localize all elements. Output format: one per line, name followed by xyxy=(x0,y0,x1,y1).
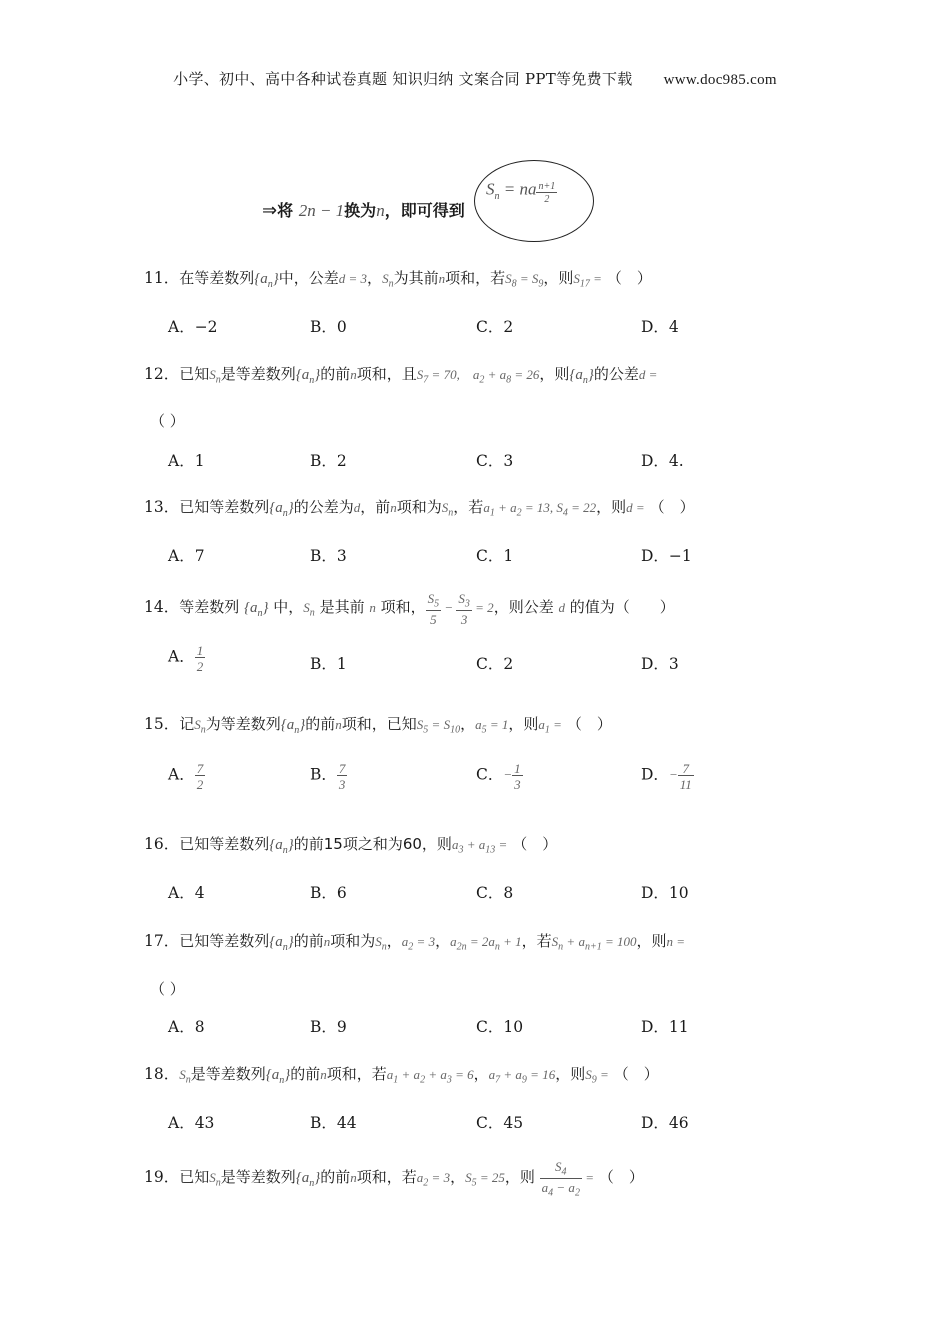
question-17: 17．已知等差数列$\{a_n\}$的前n项和为$S_n$，$a_2 = 3$，$a_{2n} = 2a_n + 1$，若$S_n + a_{n+1} = 100$，则n = xyxy=(144,932,686,953)
q17-paren: （ ） xyxy=(150,980,185,998)
q15-option-b[interactable]: B． $\frac{7}{3}$ xyxy=(310,761,346,792)
q14-option-b[interactable]: B．1 xyxy=(310,655,347,673)
q12-option-b[interactable]: B．2 xyxy=(310,452,347,470)
q11-option-d[interactable]: D．4 xyxy=(641,318,679,336)
q16-option-d[interactable]: D．10 xyxy=(641,884,689,902)
page-header xyxy=(0,68,950,89)
q17-option-c[interactable]: C．10 xyxy=(476,1018,524,1036)
q16-option-a[interactable]: A．4 xyxy=(168,884,205,902)
question-number: 12． xyxy=(144,365,180,383)
q12-option-c[interactable]: C．3 xyxy=(476,452,514,470)
q13-option-d[interactable]: D．−1 xyxy=(641,547,692,565)
q14-option-c[interactable]: C．2 xyxy=(476,655,514,673)
question-number: 19． xyxy=(144,1168,180,1187)
question-11: 11．在等差数列$\{a_n\}$中，公差d = 3，$S_n$为其前n项和，若$S_8 = S_9$，则$S_{17}$ = （ ） xyxy=(144,269,652,290)
q15-option-c[interactable]: C．− $\frac{1}{3}$ xyxy=(476,761,521,792)
q18-option-b[interactable]: B．44 xyxy=(310,1114,357,1132)
question-16: 16．已知等差数列$\{a_n\}$的前15项之和为60，则$a_3 + a_{13}$ = （ ） xyxy=(144,835,558,856)
lead-line xyxy=(262,198,465,221)
q18-option-c[interactable]: C．45 xyxy=(476,1114,524,1132)
q12-option-a[interactable]: A．1 xyxy=(168,452,205,470)
q18-option-a[interactable]: A．43 xyxy=(168,1114,215,1132)
question-number: 14． xyxy=(144,597,180,616)
q11-option-b[interactable]: B．0 xyxy=(310,318,347,336)
q11-option-a[interactable]: A．−2 xyxy=(168,318,218,336)
q18-option-d[interactable]: D．46 xyxy=(641,1114,689,1132)
q17-option-a[interactable]: A．8 xyxy=(168,1018,205,1036)
question-number: 13． xyxy=(144,498,180,516)
q13-option-c[interactable]: C．1 xyxy=(476,547,514,565)
lead-text-3: ，即可得到 xyxy=(384,201,465,220)
lead-text-1: 将 xyxy=(277,201,294,220)
question-19: 19．已知$S_n$是等差数列$\{a_n\}$的前n项和，若$a_2 = 3$，$S_5 = 25$，则 $\frac{S_4}{a_4 - a_2}$ = （ ） xyxy=(144,1159,644,1199)
question-13: 13．已知等差数列$\{a_n\}$的公差为d，前n项和为$S_n$，若$a_1 + a_2 = 13$, $S_4 = 22$，则d = （ ） xyxy=(144,498,695,519)
circled-formula: $S_n$ = na $\frac{n+1}{2}$ xyxy=(486,179,556,205)
q17-option-d[interactable]: D．11 xyxy=(641,1018,689,1036)
q16-option-c[interactable]: C．8 xyxy=(476,884,514,902)
q13-option-b[interactable]: B．3 xyxy=(310,547,347,565)
q16-option-b[interactable]: B．6 xyxy=(310,884,347,902)
question-number: 11． xyxy=(144,269,180,287)
q15-option-a[interactable]: A． $\frac{7}{2}$ xyxy=(168,761,204,792)
q17-option-b[interactable]: B．9 xyxy=(310,1018,347,1036)
q11-option-c[interactable]: C．2 xyxy=(476,318,514,336)
question-number: 18． xyxy=(144,1065,180,1083)
header-url[interactable]: www.doc985.com xyxy=(663,72,777,88)
header-text: 小学、初中、高中各种试卷真题 知识归纳 文案合同 PPT等免费下载 xyxy=(173,70,633,88)
implies-arrow: ⇒ xyxy=(262,200,278,221)
question-18: 18．$S_n$是等差数列$\{a_n\}$的前n项和，若$a_1 + a_2 + a_3 = 6$，$a_7 + a_9 = 16$，则$S_9$ = （ ） xyxy=(144,1065,659,1086)
lead-text-2: 换为 xyxy=(344,201,377,220)
question-number: 15． xyxy=(144,715,180,733)
q14-option-d[interactable]: D．3 xyxy=(641,655,679,673)
lead-expr: 2n − 1 xyxy=(298,201,345,220)
q12-option-d[interactable]: D．4. xyxy=(641,452,684,470)
q12-paren: （ ） xyxy=(150,412,185,430)
question-number: 16． xyxy=(144,835,180,853)
question-number: 17． xyxy=(144,932,180,950)
lead-var: n xyxy=(376,201,385,220)
q13-option-a[interactable]: A．7 xyxy=(168,547,205,565)
question-15: 15．记$S_n$为等差数列$\{a_n\}$的前n项和，已知$S_5 = S_{10}$，$a_5 = 1$，则$a_1$ = （ ） xyxy=(144,715,612,736)
question-12: 12．已知$S_n$是等差数列$\{a_n\}$的前n项和，且$S_7 = 70$, $a_2 + a_8 = 26$，则$\{a_n\}$的公差d = xyxy=(144,365,658,386)
q14-option-a[interactable]: A． $\frac{1}{2}$ xyxy=(168,643,204,674)
q15-option-d[interactable]: D．− $\frac{7}{11}$ xyxy=(641,761,692,792)
question-14: 14．等差数列 $\{a_n\}$ 中，$S_n$ 是其前 n 项和， $\frac{S_5}{5}$ − $\frac{S_3}{3}$ = 2，则公差 d 的值为（ ） xyxy=(144,591,675,627)
